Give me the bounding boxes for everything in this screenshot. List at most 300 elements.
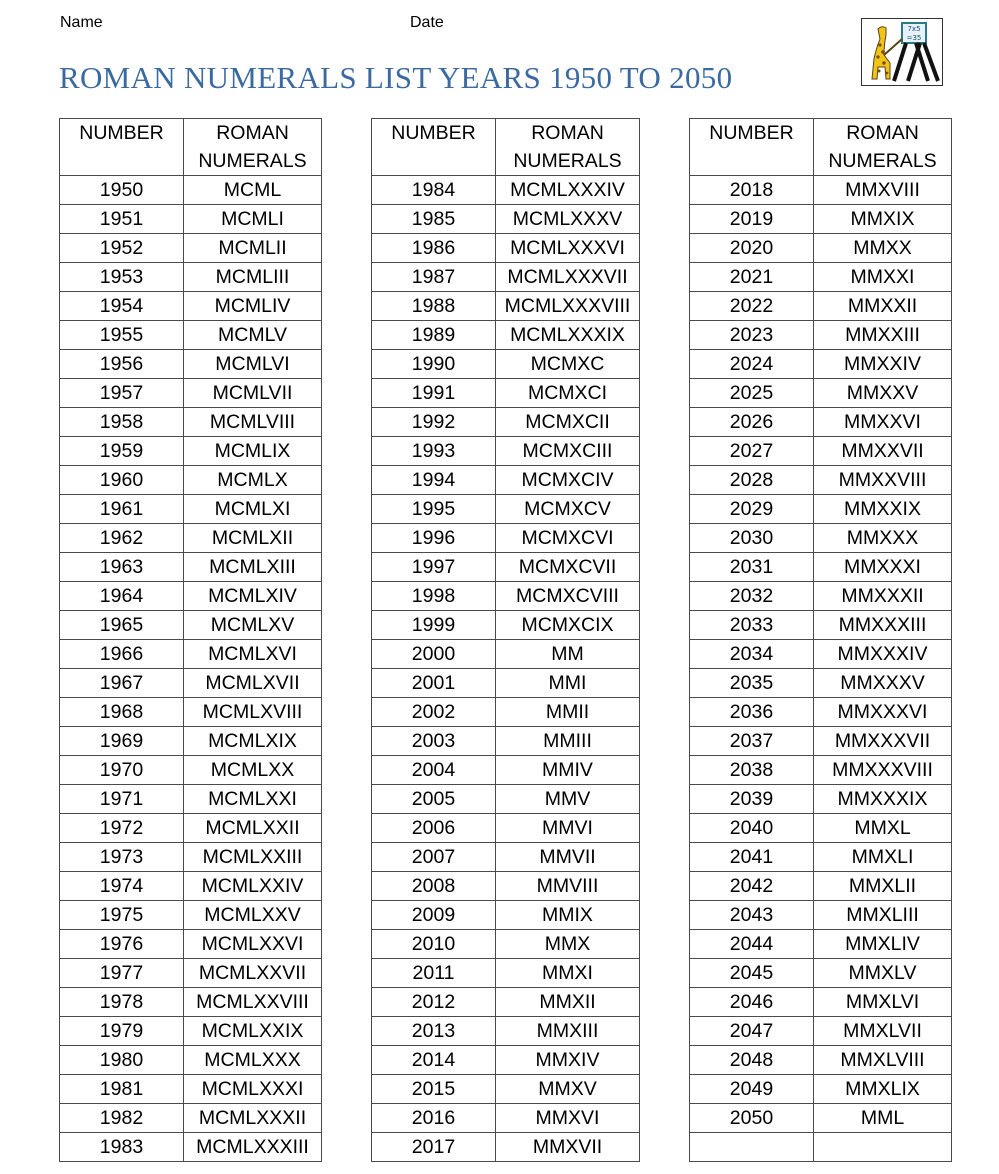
table-row <box>372 176 640 205</box>
table-row <box>60 1104 322 1133</box>
roman-numeral-cell: MCMXCVI <box>496 524 640 553</box>
table-row <box>372 234 640 263</box>
year-number-cell: 2006 <box>372 814 496 843</box>
year-number-cell: 2032 <box>690 582 814 611</box>
table-row <box>60 901 322 930</box>
roman-numeral-cell: MM <box>496 640 640 669</box>
table-row <box>372 1104 640 1133</box>
roman-numeral-cell: MCMXCIX <box>496 611 640 640</box>
roman-numeral-cell: MCMLXX <box>184 756 322 785</box>
year-number-cell: 2034 <box>690 640 814 669</box>
roman-numeral-cell: MMXXVI <box>814 408 952 437</box>
roman-numeral-cell: MMXXXI <box>814 553 952 582</box>
table-row <box>690 901 952 930</box>
roman-numeral-cell: MMXLVIII <box>814 1046 952 1075</box>
roman-numeral-cell: MMVII <box>496 843 640 872</box>
year-number-cell: 1976 <box>60 930 184 959</box>
roman-numeral-cell: MMXLV <box>814 959 952 988</box>
table-row <box>372 640 640 669</box>
table-row <box>690 205 952 234</box>
year-number-cell: 1987 <box>372 263 496 292</box>
table-row <box>372 988 640 1017</box>
table-row <box>60 959 322 988</box>
year-number-cell: 2048 <box>690 1046 814 1075</box>
table-header-row <box>690 119 952 176</box>
table-row <box>372 669 640 698</box>
table-row <box>372 524 640 553</box>
year-number-cell: 1972 <box>60 814 184 843</box>
table-row <box>60 553 322 582</box>
year-number-cell: 1968 <box>60 698 184 727</box>
table-row <box>372 495 640 524</box>
roman-numeral-cell: MMXXXIII <box>814 611 952 640</box>
svg-text:7x5: 7x5 <box>907 25 921 33</box>
table-row <box>690 1046 952 1075</box>
year-number-cell: 1979 <box>60 1017 184 1046</box>
table-row <box>690 640 952 669</box>
year-number-cell: 2008 <box>372 872 496 901</box>
roman-numeral-cell: MMXV <box>496 1075 640 1104</box>
table-row <box>690 495 952 524</box>
year-number-cell: 1995 <box>372 495 496 524</box>
roman-numeral-cell: MMXXXVIII <box>814 756 952 785</box>
year-number-cell: 2007 <box>372 843 496 872</box>
table-row <box>690 698 952 727</box>
roman-numeral-cell: MMXX <box>814 234 952 263</box>
table-row <box>60 321 322 350</box>
roman-numeral-cell: MMXXI <box>814 263 952 292</box>
roman-numeral-cell: MMXXIX <box>814 495 952 524</box>
roman-numeral-cell: MCMLXXIX <box>184 1017 322 1046</box>
table-row <box>60 379 322 408</box>
roman-numeral-cell: MMIV <box>496 756 640 785</box>
year-number-cell: 2005 <box>372 785 496 814</box>
year-number-cell: 1971 <box>60 785 184 814</box>
roman-numeral-cell: MMXIII <box>496 1017 640 1046</box>
table-row <box>690 379 952 408</box>
year-number-cell: 2037 <box>690 727 814 756</box>
table-row <box>690 1133 952 1162</box>
year-number-cell: 1977 <box>60 959 184 988</box>
table-body <box>60 176 322 1162</box>
table-row <box>690 669 952 698</box>
roman-numeral-cell: MCMLVIII <box>184 408 322 437</box>
roman-numeral-cell: MMXLVII <box>814 1017 952 1046</box>
roman-numeral-cell: MCMLXVII <box>184 669 322 698</box>
roman-numeral-cell: MMXLIII <box>814 901 952 930</box>
table-row <box>372 1046 640 1075</box>
roman-numeral-cell: MMXIV <box>496 1046 640 1075</box>
roman-numeral-cell: MCMLXXIV <box>184 872 322 901</box>
year-number-cell: 2011 <box>372 959 496 988</box>
table-row <box>690 756 952 785</box>
year-number-cell: 1965 <box>60 611 184 640</box>
roman-numeral-cell: MCMLVII <box>184 379 322 408</box>
year-number-cell: 2036 <box>690 698 814 727</box>
table-row <box>690 727 952 756</box>
table-row <box>372 321 640 350</box>
year-number-cell: 1951 <box>60 205 184 234</box>
year-number-cell: 2010 <box>372 930 496 959</box>
table-row <box>372 727 640 756</box>
roman-numeral-cell: MMI <box>496 669 640 698</box>
year-number-cell: 2003 <box>372 727 496 756</box>
roman-numeral-cell: MMXLII <box>814 872 952 901</box>
roman-numeral-cell: MCMLXVI <box>184 640 322 669</box>
table-row <box>372 814 640 843</box>
roman-numeral-cell: MMV <box>496 785 640 814</box>
table-row <box>372 930 640 959</box>
table-row <box>372 582 640 611</box>
year-number-cell: 1998 <box>372 582 496 611</box>
table-row <box>60 582 322 611</box>
roman-column-header <box>184 119 322 176</box>
table-row <box>372 1017 640 1046</box>
year-number-cell: 2015 <box>372 1075 496 1104</box>
table-row <box>372 843 640 872</box>
roman-numeral-cell: MMXXXIV <box>814 640 952 669</box>
table-row <box>690 524 952 553</box>
roman-numeral-cell: MMXXVII <box>814 437 952 466</box>
roman-numeral-cell: MCMLXXXVII <box>496 263 640 292</box>
year-number-cell: 1999 <box>372 611 496 640</box>
roman-numeral-cell: MCMLXXXI <box>184 1075 322 1104</box>
year-number-cell: 1960 <box>60 466 184 495</box>
roman-numeral-cell: MCMXCII <box>496 408 640 437</box>
roman-header-line1: ROMAN <box>846 122 919 144</box>
table-row <box>372 698 640 727</box>
giraffe-teacher-icon <box>862 19 942 85</box>
roman-numeral-cell: MCMLXXI <box>184 785 322 814</box>
table-row <box>60 611 322 640</box>
roman-numeral-cell: MCMLXXXV <box>496 205 640 234</box>
roman-numeral-cell: MCMXCIV <box>496 466 640 495</box>
table-row <box>60 640 322 669</box>
roman-numeral-cell: MCMLXII <box>184 524 322 553</box>
roman-numeral-cell: MMXXIV <box>814 350 952 379</box>
table-row <box>690 988 952 1017</box>
roman-numeral-cell: MCMLXXXII <box>184 1104 322 1133</box>
table-row <box>690 582 952 611</box>
roman-numeral-cell: MMXL <box>814 814 952 843</box>
year-number-cell: 1954 <box>60 292 184 321</box>
table-row <box>690 843 952 872</box>
table-row <box>372 611 640 640</box>
year-number-cell: 2030 <box>690 524 814 553</box>
roman-numeral-cell: MCMLIII <box>184 263 322 292</box>
table-row <box>690 872 952 901</box>
roman-numeral-cell: MMXVI <box>496 1104 640 1133</box>
table-row <box>372 408 640 437</box>
table-row <box>60 350 322 379</box>
year-number-cell: 1955 <box>60 321 184 350</box>
table-row <box>60 495 322 524</box>
roman-numeral-cell: MMXXV <box>814 379 952 408</box>
year-number-cell: 2019 <box>690 205 814 234</box>
roman-numeral-cell: MMIII <box>496 727 640 756</box>
roman-numeral-cell: MCMLXVIII <box>184 698 322 727</box>
roman-numeral-cell: MCMXC <box>496 350 640 379</box>
table-row <box>60 843 322 872</box>
roman-numeral-cell: MCMLXXXIV <box>496 176 640 205</box>
table-row <box>690 292 952 321</box>
table-row <box>690 263 952 292</box>
year-number-cell: 2024 <box>690 350 814 379</box>
year-number-cell: 2013 <box>372 1017 496 1046</box>
year-number-cell: 1993 <box>372 437 496 466</box>
table-row <box>372 1133 640 1162</box>
year-number-cell: 1962 <box>60 524 184 553</box>
roman-column-header <box>814 119 952 176</box>
table-row <box>60 814 322 843</box>
roman-numeral-cell: MCMXCV <box>496 495 640 524</box>
year-number-cell: 1974 <box>60 872 184 901</box>
year-number-cell: 1966 <box>60 640 184 669</box>
year-number-cell: 2022 <box>690 292 814 321</box>
roman-numeral-cell: MCMLXIV <box>184 582 322 611</box>
table-row <box>372 437 640 466</box>
year-number-cell: 1956 <box>60 350 184 379</box>
table-row <box>690 350 952 379</box>
roman-numeral-cell: MCMXCVII <box>496 553 640 582</box>
table-header-row <box>372 119 640 176</box>
year-number-cell: 2046 <box>690 988 814 1017</box>
year-number-cell: 1964 <box>60 582 184 611</box>
table-row <box>60 669 322 698</box>
table-row <box>372 959 640 988</box>
year-number-cell: 2000 <box>372 640 496 669</box>
table-row <box>690 466 952 495</box>
roman-numeral-cell: MCMLXV <box>184 611 322 640</box>
year-number-cell: 2026 <box>690 408 814 437</box>
year-number-cell: 2021 <box>690 263 814 292</box>
year-number-cell: 1994 <box>372 466 496 495</box>
table-row <box>690 930 952 959</box>
year-number-cell: 2028 <box>690 466 814 495</box>
year-number-cell: 2020 <box>690 234 814 263</box>
year-number-cell: 1982 <box>60 1104 184 1133</box>
roman-numeral-cell: MCMLX <box>184 466 322 495</box>
roman-numeral-cell: MCMLXXVI <box>184 930 322 959</box>
roman-numeral-cell: MMXLIX <box>814 1075 952 1104</box>
year-number-cell: 2038 <box>690 756 814 785</box>
roman-numeral-cell: MCMLXXII <box>184 814 322 843</box>
roman-numeral-cell: MMXXXIX <box>814 785 952 814</box>
table-row <box>690 437 952 466</box>
table-row <box>690 814 952 843</box>
year-number-cell: 2039 <box>690 785 814 814</box>
roman-numeral-cell: MMIX <box>496 901 640 930</box>
table-row <box>60 263 322 292</box>
year-number-cell: 1980 <box>60 1046 184 1075</box>
year-number-cell: 2033 <box>690 611 814 640</box>
year-number-cell: 1950 <box>60 176 184 205</box>
table-row <box>60 176 322 205</box>
roman-header-line2: NUMERALS <box>513 150 622 172</box>
table-row <box>60 234 322 263</box>
table-header-row <box>60 119 322 176</box>
year-number-cell: 2040 <box>690 814 814 843</box>
roman-numeral-cell: MCMLXIII <box>184 553 322 582</box>
roman-numeral-cell: MCML <box>184 176 322 205</box>
table-row <box>690 611 952 640</box>
table-row <box>372 553 640 582</box>
table-row <box>372 756 640 785</box>
table-row <box>60 1133 322 1162</box>
roman-numerals-table-3 <box>689 118 952 1162</box>
roman-numeral-cell: MCMXCI <box>496 379 640 408</box>
year-number-cell: 2023 <box>690 321 814 350</box>
year-number-cell: 2027 <box>690 437 814 466</box>
year-number-cell: 2050 <box>690 1104 814 1133</box>
table-row <box>690 1075 952 1104</box>
table-row <box>60 1046 322 1075</box>
year-number-cell: 1989 <box>372 321 496 350</box>
table-row <box>60 292 322 321</box>
year-number-cell: 2017 <box>372 1133 496 1162</box>
year-number-cell: 1992 <box>372 408 496 437</box>
roman-numeral-cell: MMXXXV <box>814 669 952 698</box>
roman-numeral-cell: MMXXXVI <box>814 698 952 727</box>
roman-numeral-cell: MMXXVIII <box>814 466 952 495</box>
year-number-cell: 2047 <box>690 1017 814 1046</box>
roman-numeral-cell: MMXXIII <box>814 321 952 350</box>
table-row <box>60 727 322 756</box>
year-number-cell: 1963 <box>60 553 184 582</box>
year-number-cell: 1991 <box>372 379 496 408</box>
table-row <box>690 785 952 814</box>
table-row <box>60 785 322 814</box>
year-number-cell: 1985 <box>372 205 496 234</box>
year-number-cell: 1958 <box>60 408 184 437</box>
year-number-cell: 1970 <box>60 756 184 785</box>
date-label: Date <box>410 14 444 31</box>
roman-numeral-cell: MMXVIII <box>814 176 952 205</box>
year-number-cell: 1997 <box>372 553 496 582</box>
roman-numeral-cell <box>814 1133 952 1162</box>
table-row <box>690 553 952 582</box>
year-number-cell: 1984 <box>372 176 496 205</box>
roman-numeral-cell: MMVI <box>496 814 640 843</box>
table-row <box>372 350 640 379</box>
roman-numeral-cell: MCMXCIII <box>496 437 640 466</box>
year-number-cell: 1973 <box>60 843 184 872</box>
roman-numeral-cell: MCMLXXXIII <box>184 1133 322 1162</box>
roman-numeral-cell: MCMLXXXVI <box>496 234 640 263</box>
table-row <box>372 466 640 495</box>
year-number-cell: 2044 <box>690 930 814 959</box>
year-number-cell: 1978 <box>60 988 184 1017</box>
roman-numeral-cell: MMXXX <box>814 524 952 553</box>
year-number-cell: 2009 <box>372 901 496 930</box>
table-row <box>372 379 640 408</box>
roman-numerals-table-2 <box>371 118 640 1162</box>
table-row <box>60 408 322 437</box>
table-row <box>60 437 322 466</box>
year-number-cell: 2014 <box>372 1046 496 1075</box>
name-label: Name <box>60 14 103 31</box>
roman-numeral-cell: MMXLVI <box>814 988 952 1017</box>
table-row <box>372 263 640 292</box>
table-row <box>690 408 952 437</box>
year-number-cell: 1952 <box>60 234 184 263</box>
roman-numeral-cell: MCMLXXIII <box>184 843 322 872</box>
year-number-cell: 1986 <box>372 234 496 263</box>
roman-numeral-cell: MCMLVI <box>184 350 322 379</box>
roman-numeral-cell: MMXII <box>496 988 640 1017</box>
table-row <box>372 872 640 901</box>
roman-numeral-cell: MMII <box>496 698 640 727</box>
table-row <box>690 959 952 988</box>
year-number-cell: 2045 <box>690 959 814 988</box>
roman-numeral-cell: MMXI <box>496 959 640 988</box>
year-number-cell: 2035 <box>690 669 814 698</box>
roman-numeral-cell: MCMLV <box>184 321 322 350</box>
roman-numeral-cell: MMVIII <box>496 872 640 901</box>
table-row <box>60 466 322 495</box>
roman-numeral-cell: MMXVII <box>496 1133 640 1162</box>
year-number-cell: 2002 <box>372 698 496 727</box>
roman-column-header <box>496 119 640 176</box>
table-row <box>60 872 322 901</box>
table-body <box>690 176 952 1162</box>
table-row <box>372 1075 640 1104</box>
year-number-cell: 1996 <box>372 524 496 553</box>
year-number-cell: 2004 <box>372 756 496 785</box>
year-number-cell: 1959 <box>60 437 184 466</box>
table-row <box>60 205 322 234</box>
roman-numeral-cell: MCMLII <box>184 234 322 263</box>
year-number-cell: 2042 <box>690 872 814 901</box>
year-number-cell: 2001 <box>372 669 496 698</box>
roman-numeral-cell: MMXIX <box>814 205 952 234</box>
roman-numeral-cell: MCMLXI <box>184 495 322 524</box>
roman-header-line1: ROMAN <box>531 122 604 144</box>
roman-numeral-cell: MCMLXXVII <box>184 959 322 988</box>
page-title: ROMAN NUMERALS LIST YEARS 1950 TO 2050 <box>59 60 733 95</box>
table-body <box>372 176 640 1162</box>
year-number-cell: 1967 <box>60 669 184 698</box>
year-number-cell: 1975 <box>60 901 184 930</box>
year-number-cell <box>690 1133 814 1162</box>
roman-numeral-cell: MCMLIX <box>184 437 322 466</box>
roman-numeral-cell: MMXXXVII <box>814 727 952 756</box>
table-row <box>60 988 322 1017</box>
table-row <box>60 930 322 959</box>
roman-numeral-cell: MMX <box>496 930 640 959</box>
number-column-header: NUMBER <box>690 119 814 176</box>
number-column-header: NUMBER <box>372 119 496 176</box>
roman-numeral-cell: MMXXXII <box>814 582 952 611</box>
svg-text:=35: =35 <box>906 34 922 42</box>
roman-numeral-cell: MMXLI <box>814 843 952 872</box>
year-number-cell: 2049 <box>690 1075 814 1104</box>
roman-numerals-table-1 <box>59 118 322 1162</box>
year-number-cell: 1969 <box>60 727 184 756</box>
roman-numeral-cell: MCMLXXXVIII <box>496 292 640 321</box>
year-number-cell: 2025 <box>690 379 814 408</box>
roman-header-line1: ROMAN <box>216 122 289 144</box>
year-number-cell: 1990 <box>372 350 496 379</box>
roman-numeral-cell: MCMLXIX <box>184 727 322 756</box>
table-row <box>372 901 640 930</box>
table-row <box>690 1104 952 1133</box>
roman-numeral-cell: MCMLI <box>184 205 322 234</box>
roman-numeral-cell: MCMLXXXIX <box>496 321 640 350</box>
year-number-cell: 1957 <box>60 379 184 408</box>
roman-numeral-cell: MCMLXXX <box>184 1046 322 1075</box>
table-row <box>60 756 322 785</box>
